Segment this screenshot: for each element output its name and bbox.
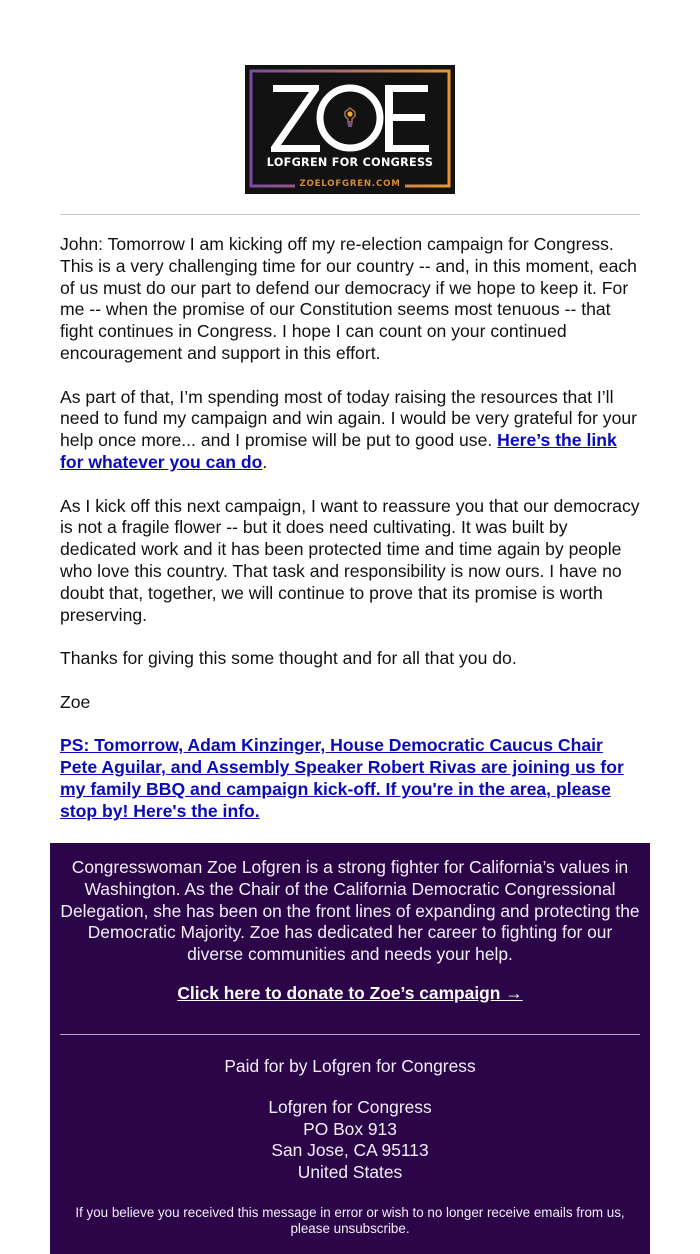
address-line: San Jose, CA 95113 — [271, 1140, 429, 1161]
paid-for-disclaimer: Paid for by Lofgren for Congress — [224, 1056, 476, 1076]
donate-inline-link[interactable]: Here’s the link for whatever you can do — [60, 430, 617, 472]
paragraph-thanks: Thanks for giving this some thought and for all that you do. — [60, 648, 517, 669]
header-divider — [60, 214, 640, 215]
address-line: Lofgren for Congress — [268, 1097, 432, 1117]
link-suffix: . — [262, 451, 268, 472]
logo-subtitle: LOFGREN FOR CONGRESS — [266, 156, 434, 169]
paragraph-fundraising — [60, 387, 642, 474]
donate-cta — [50, 983, 650, 1004]
ps-paragraph — [60, 735, 642, 822]
footer-divider — [60, 1034, 640, 1035]
about-text: Congresswoman Zoe Lofgren is a strong fighter for California’s values in Washington. As the Chair of the California Democratic Congressional Delegation, she has been on the front lines of expanding and protecting the Democratic Majority. Zoe has dedicated her career to fighting for our diverse communities and needs your help. — [60, 857, 640, 965]
address-line: PO Box 913 — [303, 1118, 397, 1139]
email-body — [60, 234, 642, 844]
paragraph-democracy: As I kick off this next campaign, I want to reassure you that our democracy is not a fragile flower -- but it does need cultivating. It was built by dedicated work and it has been protected time and time again by people who love this country. That task and responsibility is now ours. I have no doubt that, together, we will continue to prove that its promise is worth preserving. — [60, 495, 640, 625]
campaign-logo[interactable] — [245, 65, 455, 194]
ps-event-link[interactable]: PS: Tomorrow, Adam Kinzinger, House Democratic Caucus Chair Pete Aguilar, and Assembly Speaker Robert Rivas are joining us for my family BBQ and campaign kick-off. If you're in the area, please stop by! Here's the info. — [60, 735, 624, 821]
donate-cta-link[interactable]: Click here to donate to Zoe’s campaign → — [177, 983, 523, 1003]
logo-graphic — [245, 65, 455, 194]
logo-url: ZOELOFGREN.COM — [299, 179, 401, 189]
lightbulb-icon — [342, 105, 358, 129]
unsubscribe-notice[interactable]: If you believe you received this message in error or wish to no longer receive emails from us, please unsubscribe. — [75, 1205, 625, 1236]
footer-panel — [50, 843, 650, 1254]
mailing-address — [50, 1097, 650, 1183]
paragraph-fundraising-text: As part of that, I’m spending most of today raising the resources that I’ll need to fund my campaign and win again. I would be very grateful for your help once more... and I promise will be put to good use. — [60, 386, 638, 451]
signature: Zoe — [60, 691, 91, 712]
logo-box — [245, 65, 455, 194]
paragraph-intro: John: Tomorrow I am kicking off my re-election campaign for Congress. This is a very challenging time for our country -- and, in this moment, each of us must do our part to defend our democracy if we hope to keep it. For me -- when the promise of our Constitution seems most tenuous -- that fight continues in Congress. I hope I can count on your continued encouragement and support in this effort. — [60, 234, 637, 363]
address-line: United States — [297, 1161, 403, 1182]
